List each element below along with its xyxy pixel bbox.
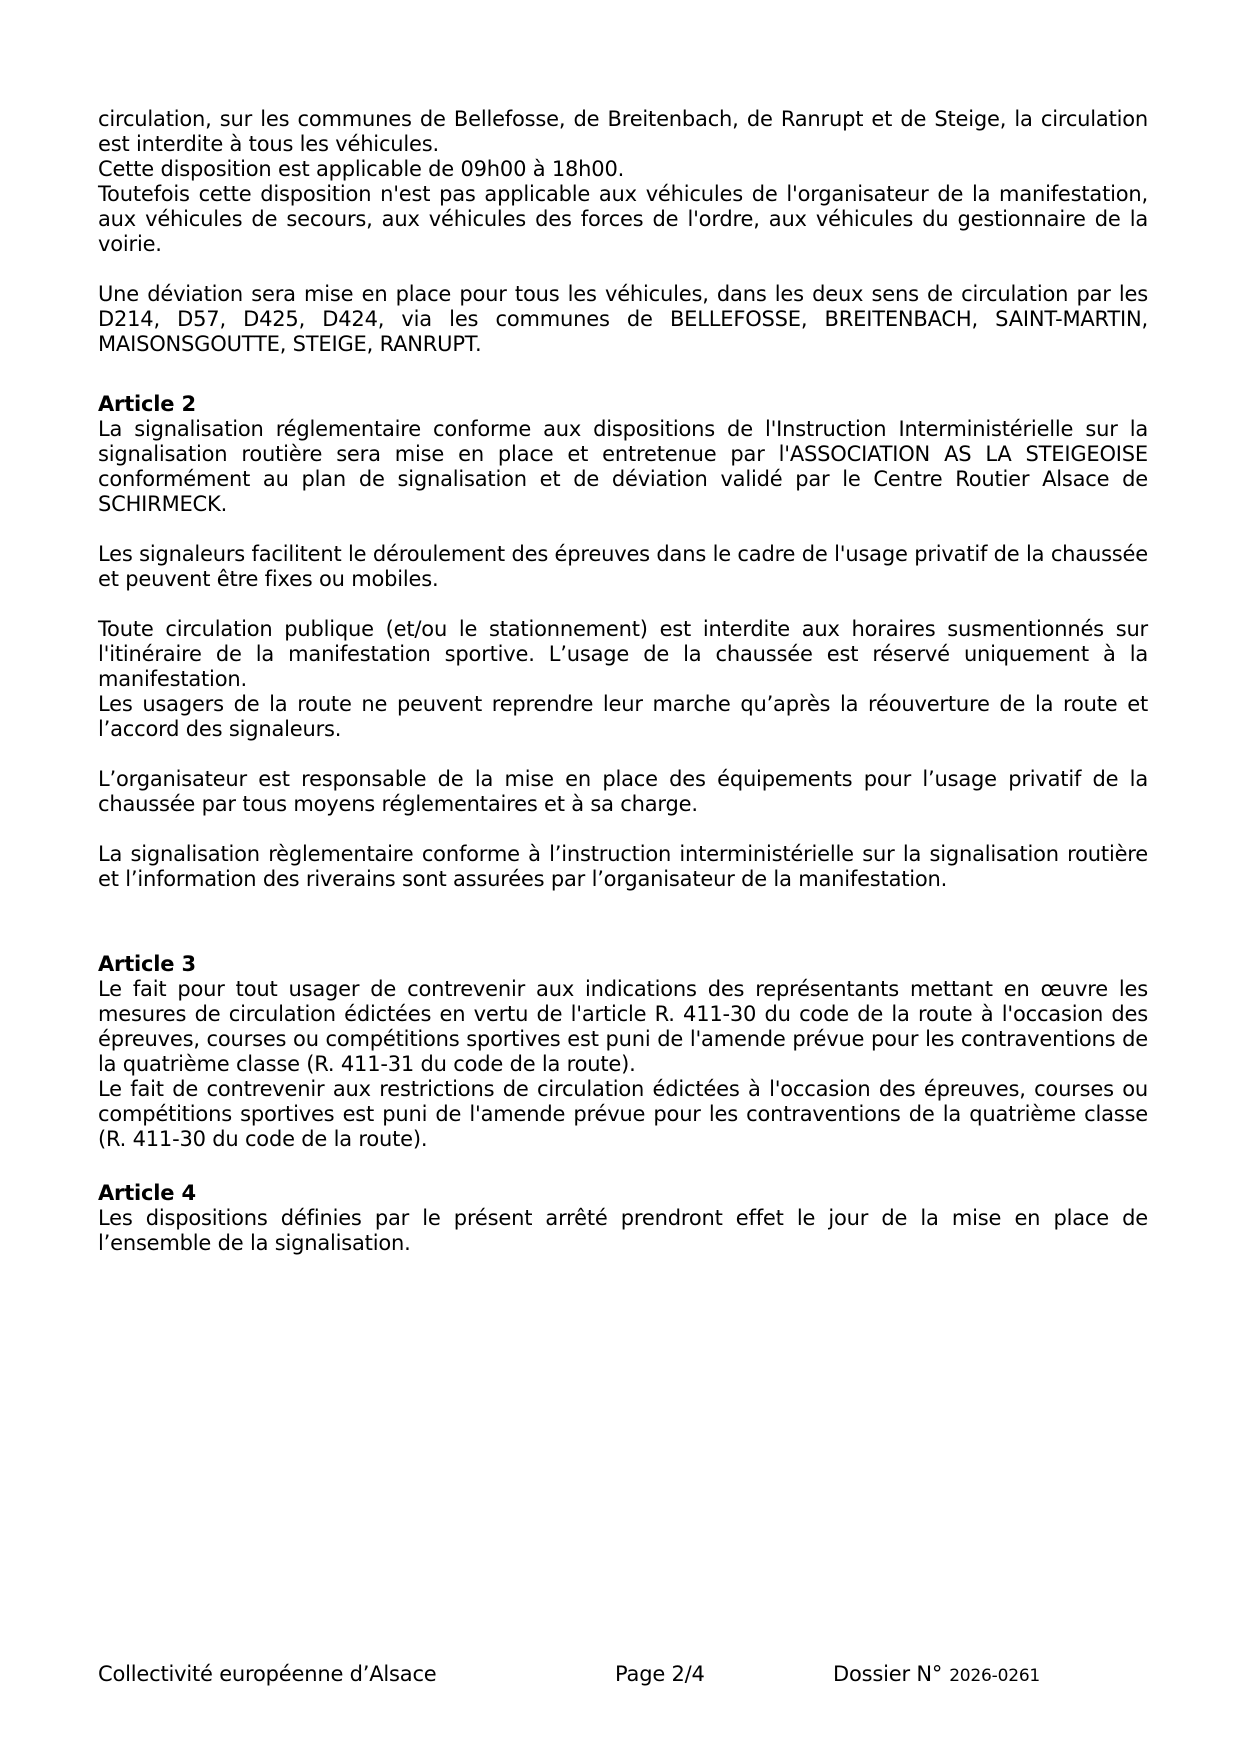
article-3-heading: Article 3 bbox=[98, 952, 196, 976]
paragraph-organisateur-responsable: L’organisateur est responsable de la mise en place des équipements pour l’usage privatif de la chaussée par tous moyens réglementaires et à sa charge. bbox=[98, 767, 1148, 816]
blank-line bbox=[98, 817, 1148, 842]
paragraph-disposition-horaires: Cette disposition est applicable de 09h00 à 18h00. bbox=[98, 157, 625, 181]
article-4-heading: Article 4 bbox=[98, 1181, 196, 1205]
paragraph-signalisation-reglementaire: La signalisation réglementaire conforme aux dispositions de l'Instruction Interministérielle sur la signalisation routière sera mise en place et entretenue par l'ASSOCIATION AS LA STEIGEOISE conformément au plan de signalisation et de déviation validé par le Centre Routier Alsace de SCHIRMECK. bbox=[98, 417, 1148, 516]
paragraph-effet-dispositions: Les dispositions définies par le présent arrêté prendront effet le jour de la mise en place de l’ensemble de la signalisation. bbox=[98, 1206, 1148, 1255]
paragraph-information-riverains: La signalisation règlementaire conforme à l’instruction interministérielle sur la signalisation routière et l’information des riverains sont assurées par l’organisateur de la manifestation. bbox=[98, 842, 1148, 891]
paragraph-exceptions: Toutefois cette disposition n'est pas applicable aux véhicules de l'organisateur de la manifestation, aux véhicules de secours, aux véhicules des forces de l'ordre, aux véhicules du gestionnaire de la voirie. bbox=[98, 182, 1148, 256]
blank-line bbox=[98, 742, 1148, 767]
page-footer bbox=[0, 1662, 1241, 1687]
paragraph-signaleurs: Les signaleurs facilitent le déroulement des épreuves dans le cadre de l'usage privatif de la chaussée et peuvent être fixes ou mobiles. bbox=[98, 542, 1148, 591]
paragraph-contrevenir-indications: Le fait pour tout usager de contrevenir aux indications des représentants mettant en œuvre les mesures de circulation édictées en vertu de l'article R. 411-30 du code de la route à l'occasion des épreuves, courses ou compétitions sportives est puni de l'amende prévue pour les contraventions de la quatrième classe (R. 411-31 du code de la route). bbox=[98, 977, 1148, 1076]
paragraph-circulation-publique: Toute circulation publique (et/ou le stationnement) est interdite aux horaires susmentionnés sur l'itinéraire de la manifestation sportive. L’usage de la chaussée est réservé uniquement à la manifestation. bbox=[98, 617, 1148, 691]
article-2-heading: Article 2 bbox=[98, 392, 196, 416]
paragraph-circulation-continued: circulation, sur les communes de Bellefosse, de Breitenbach, de Ranrupt et de Steige, la circulation est interdite à tous les véhicules. bbox=[98, 107, 1148, 156]
blank-line bbox=[98, 257, 1148, 282]
document-body bbox=[98, 107, 1148, 1256]
paragraph-usagers-route: Les usagers de la route ne peuvent reprendre leur marche qu’après la réouverture de la route et l’accord des signaleurs. bbox=[98, 692, 1148, 741]
paragraph-deviation: Une déviation sera mise en place pour tous les véhicules, dans les deux sens de circulation par les D214, D57, D425, D424, via les communes de BELLEFOSSE, BREITENBACH, SAINT-MARTIN, MAISONSGOUTTE, STEIGE, RANRUPT. bbox=[98, 282, 1148, 356]
blank-line bbox=[98, 517, 1148, 542]
paragraph-contrevenir-restrictions: Le fait de contrevenir aux restrictions de circulation édictées à l'occasion des épreuves, courses ou compétitions sportives est puni de l'amende prévue pour les contraventions de la quatrième classe (R. 411-30 du code de la route). bbox=[98, 1077, 1148, 1151]
footer-page-number: Page 2/4 bbox=[615, 1662, 705, 1686]
footer-dossier-label: Dossier N° bbox=[833, 1662, 943, 1686]
blank-line bbox=[98, 592, 1148, 617]
footer-dossier bbox=[833, 1662, 1040, 1689]
footer-dossier-value: 2026-0261 bbox=[949, 1666, 1041, 1686]
footer-organization: Collectivité européenne d’Alsace bbox=[98, 1662, 437, 1686]
